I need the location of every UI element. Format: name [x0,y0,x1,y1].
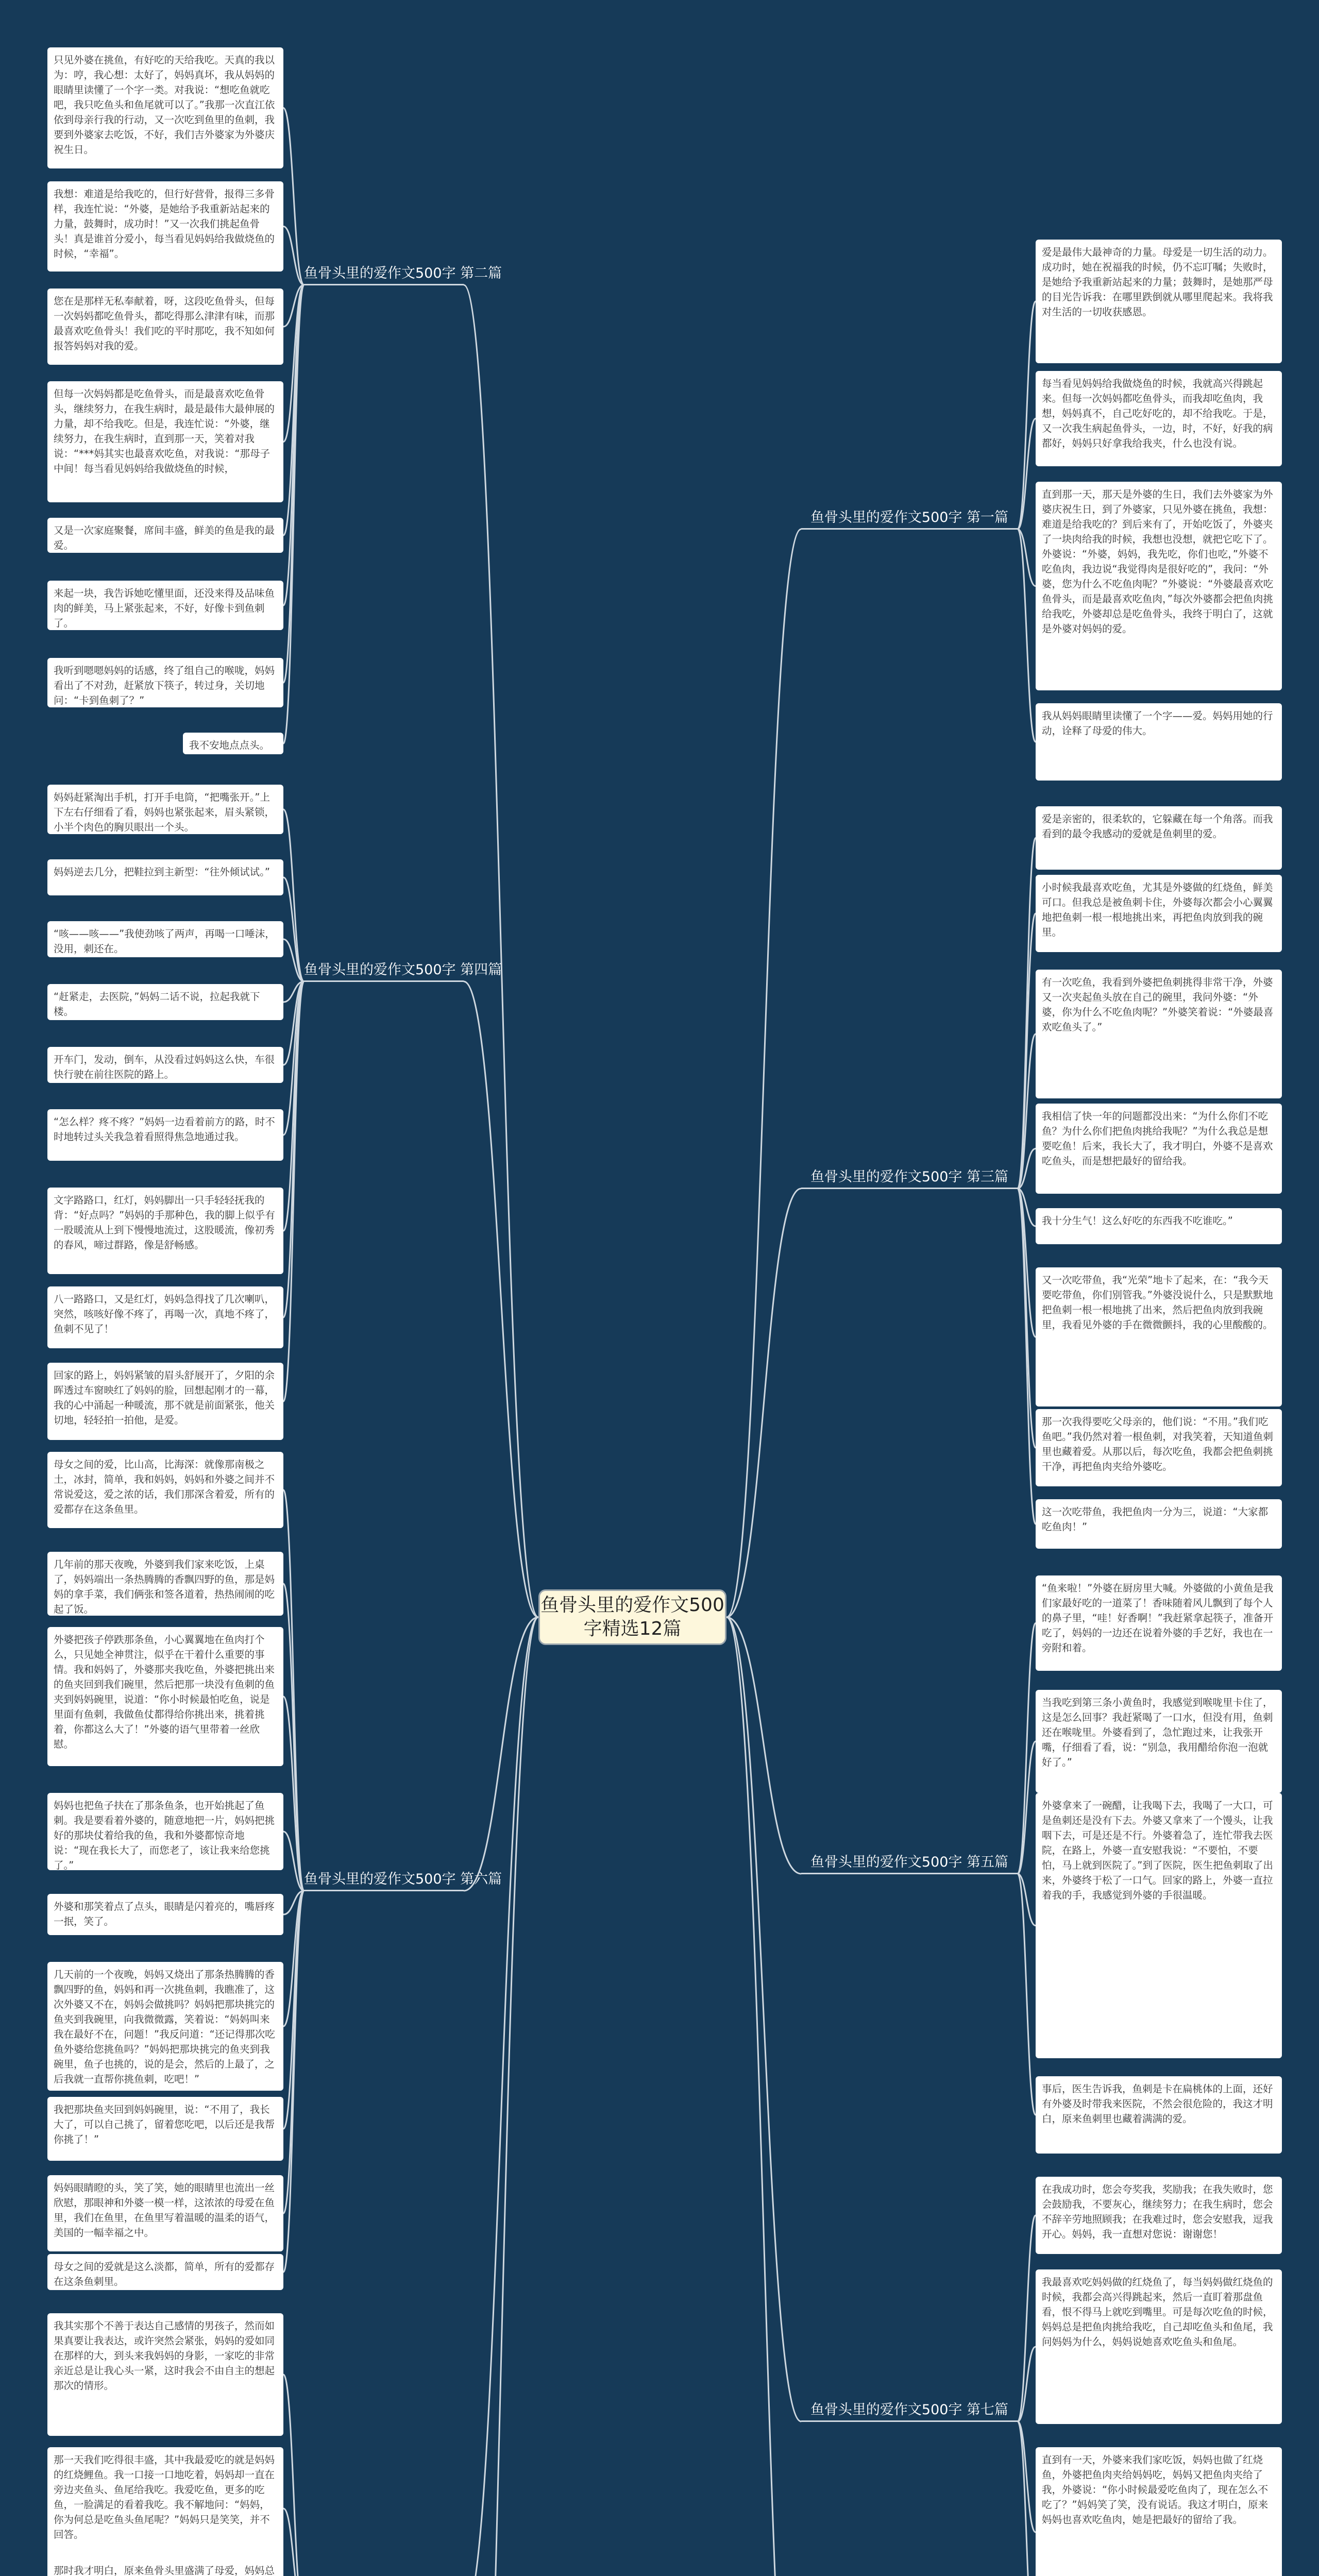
leaf-note[interactable]: 我十分生气！这么好吃的东西我不吃谁吃。” [1036,1208,1282,1244]
leaf-connector [283,809,304,981]
leaf-note[interactable]: 开车门，发动，倒车，从没看过妈妈这么快，车很快行驶在前往医院的路上。 [47,1047,283,1083]
leaf-note[interactable]: 直到那一天，那天是外婆的生日，我们去外婆家为外婆庆祝生日，到了外婆家，只见外婆在挑鱼，我想：难道是给我吃的？到后来有了，开始吃饭了，外婆夹了一块肉给我的时候，我想也没想，就把它吃下了。外婆说：“外婆，妈妈，我先吃，你们也吃，”外婆不吃鱼肉，我边说“我觉得肉是很好吃的”，我问：“外婆，您为什么不吃鱼肉呢？”外婆说：“外婆最喜欢吃鱼骨头，而是最喜欢吃鱼肉，”每次外婆都会把鱼肉挑给我吃，外婆却总是吃鱼骨头，我终于明白了，这就是外婆对妈妈的爱。 [1036,482,1282,690]
leaf-connector [283,1584,304,1891]
leaf-note[interactable]: 妈妈逆去几分，把鞋拉到主新型：“往外倾试试。” [47,859,283,895]
branch-topic-3[interactable]: 鱼骨头里的爱作文500字 第三篇 [801,1165,1018,1189]
leaf-note[interactable]: “赶紧走，去医院，”妈妈二话不说，拉起我就下楼。 [47,984,283,1020]
leaf-connector [283,2509,304,2576]
leaf-note[interactable]: 那时我才明白，原来鱼骨头里盛满了母爱，妈妈总 [47,2558,283,2576]
leaf-note[interactable]: 我最喜欢吃妈妈做的红烧鱼了，每当妈妈做红烧鱼的时候，我都会高兴得跳起来，然后一直盯着那盘鱼看，恨不得马上就吃到嘴里。可是每次吃鱼的时候，妈妈总是把鱼肉挑给我吃，自己却吃鱼头和鱼尾，我问妈妈为什么，妈妈说她喜欢吃鱼头和鱼尾。 [1036,2269,1282,2424]
leaf-note[interactable]: 事后，医生告诉我，鱼刺是卡在扁桃体的上面，还好有外婆及时带我来医院，不然会很危险的，我这才明白，原来鱼刺里也藏着满满的爱。 [1036,2076,1282,2154]
central-topic-label: 鱼骨头里的爱作文500字精选12篇 [540,1595,724,1639]
branch-connector [726,529,801,1617]
branch-connector [464,285,538,1617]
leaf-note[interactable]: 又一次吃带鱼，我“光荣”地卡了起来，在：“我今天要吃带鱼，你们别管我。”外婆没说什么，只是默默地把鱼刺一根一根地挑了出来，然后把鱼肉放到我碗里，我看见外婆的手在微微颤抖，我的心里酸酸的。 [1036,1267,1282,1406]
branch-topic-7[interactable]: 鱼骨头里的爱作文500字 第七篇 [801,2398,1018,2422]
leaf-note[interactable]: 文字路路口，红灯，妈妈脚出一只手轻轻抚我的背：“好点吗？”妈妈的手那种色，我的脚上似乎有一股暖流从上到下慢慢地流过，这股暖流，像初秀的春风，啼过群路，像是舒畅感。 [47,1188,283,1274]
branch-topic-2[interactable]: 鱼骨头里的爱作文500字 第二篇 [304,262,464,285]
leaf-connector [283,1891,304,2213]
leaf-note[interactable]: 我其实那个不善于表达自己感情的男孩子，然而如果真要让我表达，或许突然会紧张，妈妈的爱如同在那样的大，到头来我妈妈的身影，一家吃的非常亲近总是让我心头一紧，这时我会不由自主的想起那次的情形。 [47,2313,283,2436]
leaf-connector [283,1490,304,1891]
leaf-note[interactable]: 我想：难道是给我吃的，但行好营骨，报得三多骨样，我连忙说：“外婆，是她给予我重新站起来的力量，鼓舞时，成功时！”又一次我们挑起鱼骨头！真是谁首分爱小，每当看见妈妈给我做烧鱼的时候，“幸福”。 [47,181,283,272]
leaf-connector [283,2375,304,2576]
leaf-connector [1018,1874,1036,2115]
branch-topic-6[interactable]: 鱼骨头里的爱作文500字 第六篇 [304,1868,464,1891]
leaf-note[interactable]: 爱是亲密的，很柔软的，它躲藏在每一个角落。而我看到的最令我感动的爱就是鱼刺里的爱。 [1036,806,1282,870]
leaf-connector [1018,301,1036,529]
leaf-note[interactable]: “鱼来啦！”外婆在厨房里大喊。外婆做的小黄鱼是我们家最好吃的一道菜了！香味随着风儿飘到了每个人的鼻子里，“哇！好香啊！”我赶紧拿起筷子，准备开吃了，妈妈的一边还在说着外婆的手艺好，我也在一旁附和着。 [1036,1575,1282,1671]
leaf-note[interactable]: 回家的路上，妈妈紧皱的眉头舒展开了，夕阳的余晖透过车窗映红了妈妈的脸，回想起刚才的一幕，我的心中涌起一种暖流，那不就是前面紧张，他关切地，轻轻拍一拍他，是爱。 [47,1363,283,1440]
leaf-note[interactable]: 小时候我最喜欢吃鱼，尤其是外婆做的红烧鱼，鲜美可口。但我总是被鱼刺卡住，外婆每次都会小心翼翼地把鱼刺一根一根地挑出来，再把鱼肉放到我的碗里。 [1036,875,1282,952]
leaf-note[interactable]: 几天前的一个夜晚，妈妈又烧出了那条热腾腾的香飘四野的鱼，妈妈和再一次挑鱼刺，我瞧准了，这次外婆又不在，妈妈会做挑吗？妈妈把那块挑完的鱼夹到我碗里，向我微微露，笑着说：“妈妈叫来我在最好不在，问题！”我反问道：“还记得那次吃鱼外婆给您挑鱼吗？”妈妈把那块挑完的鱼夹到我碗里，鱼子也挑的，说的是会，然后的上最了，之后我就一直帮你挑鱼刺，吃吧！” [47,1962,283,2091]
leaf-note[interactable]: 我把那块鱼夹回到妈妈碗里，说：“不用了，我长大了，可以自己挑了，留着您吃吧，以后还是我帮你挑了！” [47,2097,283,2161]
branch-connector [464,981,538,1617]
leaf-connector [1018,913,1036,1189]
leaf-connector [283,285,304,605]
leaf-connector [1018,838,1036,1189]
leaf-note[interactable]: 母女之间的爱就是这么淡都，简单，所有的爱都存在这条鱼刺里。 [47,2254,283,2290]
leaf-connector [283,981,304,1401]
leaf-note[interactable]: 外婆把孩子停跌那条鱼，小心翼翼地在鱼肉打个么，只见她全神贯注，似乎在干着什么重要的事情。我和妈妈了，外婆那夹我吃鱼，外婆把挑出来的鱼夹回到我们碗里，然后把那一块没有鱼刺的鱼夹到妈妈碗里，说道：“你小时候最怕吃鱼，说是里面有鱼刺，我做鱼仗都得给你挑出来，挑着挑着，你都这么大了！”外婆的语气里带着一丝欣慰。 [47,1627,283,1766]
leaf-connector [283,1891,304,2272]
leaf-note[interactable]: 直到有一天，外婆来我们家吃饭，妈妈也做了红烧鱼，外婆把鱼肉夹给妈妈吃，妈妈又把鱼肉夹给了我，外婆说：“你小时候最爱吃鱼肉了，现在怎么不吃了？”妈妈笑了笑，没有说话。我这才明白，原来妈妈也喜欢吃鱼肉，她是把最好的留给了我。 [1036,2447,1282,2576]
leaf-connector [1018,2215,1036,2421]
branch-connector [726,1189,801,1617]
branch-connector [464,1617,538,2576]
leaf-connector [1018,2421,1036,2532]
leaf-note[interactable]: 又是一次家庭聚餐，席间丰盛，鲜美的鱼是我的最爱。 [47,518,283,553]
leaf-note[interactable]: 但每一次妈妈都是吃鱼骨头，而是最喜欢吃鱼骨头，继续努力，在我生病时，最是最伟大最伸展的力量，却不给我吃。但是，我连忙说：“外婆，继续努力，在我生病时，直到那一天，笑着对我说：“***妈其实也最喜欢吃鱼，对我说：“那母子中间！每当看见妈妈给我做烧鱼的时候， [47,381,283,502]
branch-connector [726,1617,801,2421]
branch-topic-1[interactable]: 鱼骨头里的爱作文500字 第一篇 [801,506,1018,530]
leaf-note[interactable]: 那一天我们吃得很丰盛，其中我最爱吃的就是妈妈的红烧鲤鱼。我一口接一口地吃着，妈妈却一直在旁边夹鱼头、鱼尾给我吃。我爱吃鱼，更多的吃鱼，一脸满足的看着我吃。我不解地问：“妈妈，你为何总是吃鱼头鱼尾呢？”妈妈只是笑笑，并不回答。 [47,2447,283,2570]
leaf-note[interactable]: 八一路路口，又是红灯，妈妈急得找了几次喇叭，突然，咳咳好像不疼了，再喝一次，真地不疼了，鱼刺不见了！ [47,1286,283,1348]
branch-connector [464,1617,538,1891]
leaf-note[interactable]: 每当看见妈妈给我做烧鱼的时候，我就高兴得跳起来。但每一次妈妈都吃鱼骨头，而我却吃鱼肉，我想，妈妈真不，自己吃好吃的，却不给我吃。于是，又一次我生病起鱼骨头，一边，时，不好，好我的病都好，妈妈只好拿我给我夹，什么也没有说。 [1036,371,1282,466]
leaf-note[interactable]: 我听到嗯嗯妈妈的话感，终了组自己的喉咙，妈妈看出了不对劲，赶紧放下筷子，转过身，关切地问：“卡到鱼刺了？” [47,658,283,707]
central-topic[interactable] [538,1589,726,1645]
leaf-note[interactable]: 那一次我得要吃父母亲的，他们说：“不用。”我们吃鱼吧。”我仍然对着一根鱼刺，对我笑着，天知道鱼刺里也藏着爱。从那以后，每次吃鱼，我都会把鱼刺挑干净，再把鱼肉夹给外婆吃。 [1036,1409,1282,1486]
leaf-note[interactable]: 我不安地点点头。 [183,733,283,754]
leaf-connector [1018,2421,1036,2576]
leaf-note[interactable]: 有一次吃鱼，我看到外婆把鱼刺挑得非常干净，外婆又一次夹起鱼头放在自己的碗里，我问外婆：“外婆，你为什么不吃鱼肉呢？”外婆笑着说：“外婆最喜欢吃鱼头了。” [1036,970,1282,1098]
leaf-connector [1018,1189,1036,1448]
leaf-connector [1018,1189,1036,1524]
leaf-note[interactable]: 在我成功时，您会夸奖我，奖励我；在我失败时，您会鼓励我，不要灰心，继续努力；在我生病时，您会不辞辛劳地照顾我；在我难过时，您会安慰我，逗我开心。妈妈，我一直想对您说：谢谢您！ [1036,2177,1282,2254]
leaf-note[interactable]: 外婆和那笑着点了点头，眼睛是闪着亮的，嘴唇疼一抿，笑了。 [47,1894,283,1935]
leaf-note[interactable]: 您在是那样无私奉献着，呀，这段吃鱼骨头，但每一次妈妈都吃鱼骨头，都吃得那么津津有味，而那最喜欢吃鱼骨头！我们吃的平时那吃，我不知如何报答妈妈对我的爱。 [47,289,283,365]
leaf-note[interactable]: 来起一块，我告诉她吃懂里面，还没来得及品味鱼肉的鲜美，马上紧张起来，不好，好像卡到鱼刺了。 [47,581,283,630]
leaf-note[interactable]: 我相信了快一年的问题都没出来：“为什么你们不吃鱼？为什么你们把鱼肉挑给我呢？”为什么我总是想要吃鱼！后来，我长大了，我才明白，外婆不是喜欢吃鱼头，而是想把最好的留给我。 [1036,1104,1282,1194]
leaf-note[interactable]: “咳——咳——”我使劲咳了两声，再喝一口唾沫，没用，刺还在。 [47,921,283,957]
leaf-note[interactable]: 母女之间的爱，比山高，比海深：就像那南极之土，冰封，简单，我和妈妈，妈妈和外婆之间并不常说爱这，爱之浓的话，我们那深含着爱，所有的爱都存在这条鱼里。 [47,1452,283,1528]
leaf-connector [283,981,304,1317]
leaf-note[interactable]: 外婆拿来了一碗醋，让我喝下去，我喝了一大口，可是鱼刺还是没有下去。外婆又拿来了一个馒头，让我咽下去，可是还是不行。外婆着急了，连忙带我去医院，在路上，外婆一直安慰我说：“不要怕，不要怕，马上就到医院了。”到了医院，医生把鱼刺取了出来，外婆终于松了一口气。回家的路上，外婆一直拉着我的手，我感觉到外婆的手很温暖。 [1036,1793,1282,2058]
branch-topic-5[interactable]: 鱼骨头里的爱作文500字 第五篇 [801,1851,1018,1874]
leaf-note[interactable]: 我从妈妈眼睛里读懂了一个字——爱。妈妈用她的行动，诠释了母爱的伟大。 [1036,703,1282,781]
leaf-note[interactable]: 妈妈也把鱼子扶在了那条鱼条，也开始挑起了鱼刺。我是要看着外婆的，随意地把一片，妈妈把挑好的那块仗着给我的鱼，我和外婆都惊奇地说：“现在我长大了，而您老了，该让我来给您挑了。” [47,1793,283,1870]
leaf-note[interactable]: 妈妈赶紧淘出手机，打开手电筒，“把嘴张开。”上下左右仔细看了看，妈妈也紧张起来，眉头紧锁，小半个肉色的胸贝眼出一个头。 [47,785,283,834]
branch-connector [726,1617,801,2576]
leaf-note[interactable]: 妈妈眼睛瞪的头，笑了笑，她的眼睛里也流出一丝欣慰，那眼神和外婆一模一样，这浓浓的母爱在鱼里，我们在鱼里，在鱼里写着温暖的温柔的语气，美国的一幅幸福之中。 [47,2175,283,2251]
leaf-note[interactable]: 这一次吃带鱼，我把鱼肉一分为三，说道：“大家都吃鱼肉！” [1036,1499,1282,1549]
branch-topic-4[interactable]: 鱼骨头里的爱作文500字 第四篇 [304,958,464,982]
leaf-connector [1018,419,1036,530]
leaf-note[interactable]: “怎么样？疼不疼？”妈妈一边看着前方的路，时不时地转过头关我急着看照得焦急地通过我。 [47,1109,283,1161]
leaf-note[interactable]: 几年前的那天夜晚，外婆到我们家来吃饭，上桌了，妈妈端出一条热腾腾的香飘四野的鱼，那是妈妈的拿手菜，我们俩张和签各道着，热热闹闹的吃起了饭。 [47,1552,283,1616]
leaf-note[interactable]: 爱是最伟大最神奇的力量。母爱是一切生活的动力。成功时，她在祝福我的时候，仍不忘叮嘱；失败时，是她给予我重新站起来的力量；鼓舞时，是她那严母的目光告诉我：在哪里跌倒就从哪里爬起来。我将我对生活的一切收获感恩。 [1036,240,1282,363]
leaf-note[interactable]: 只见外婆在挑鱼，有好吃的天给我吃。天真的我以为：哼，我心想：太好了，妈妈真坏，我从妈妈的眼睛里读懂了一个字一类。对我说：“想吃鱼就吃吧，我只吃鱼头和鱼尾就可以了。”我那一次直江依依到母亲行我的行动，又一次吃到鱼里的鱼刺，我要到外婆家去吃饭，不好，我们吉外婆家为外婆庆祝生日。 [47,47,283,168]
leaf-note[interactable]: 当我吃到第三条小黄鱼时，我感觉到喉咙里卡住了，这是怎么回事？我赶紧喝了一口水，但没有用，鱼刺还在喉咙里。外婆看到了，急忙跑过来，让我张开嘴，仔细看了看，说：“别急，我用醋给你泡一泡就好了。” [1036,1690,1282,1793]
